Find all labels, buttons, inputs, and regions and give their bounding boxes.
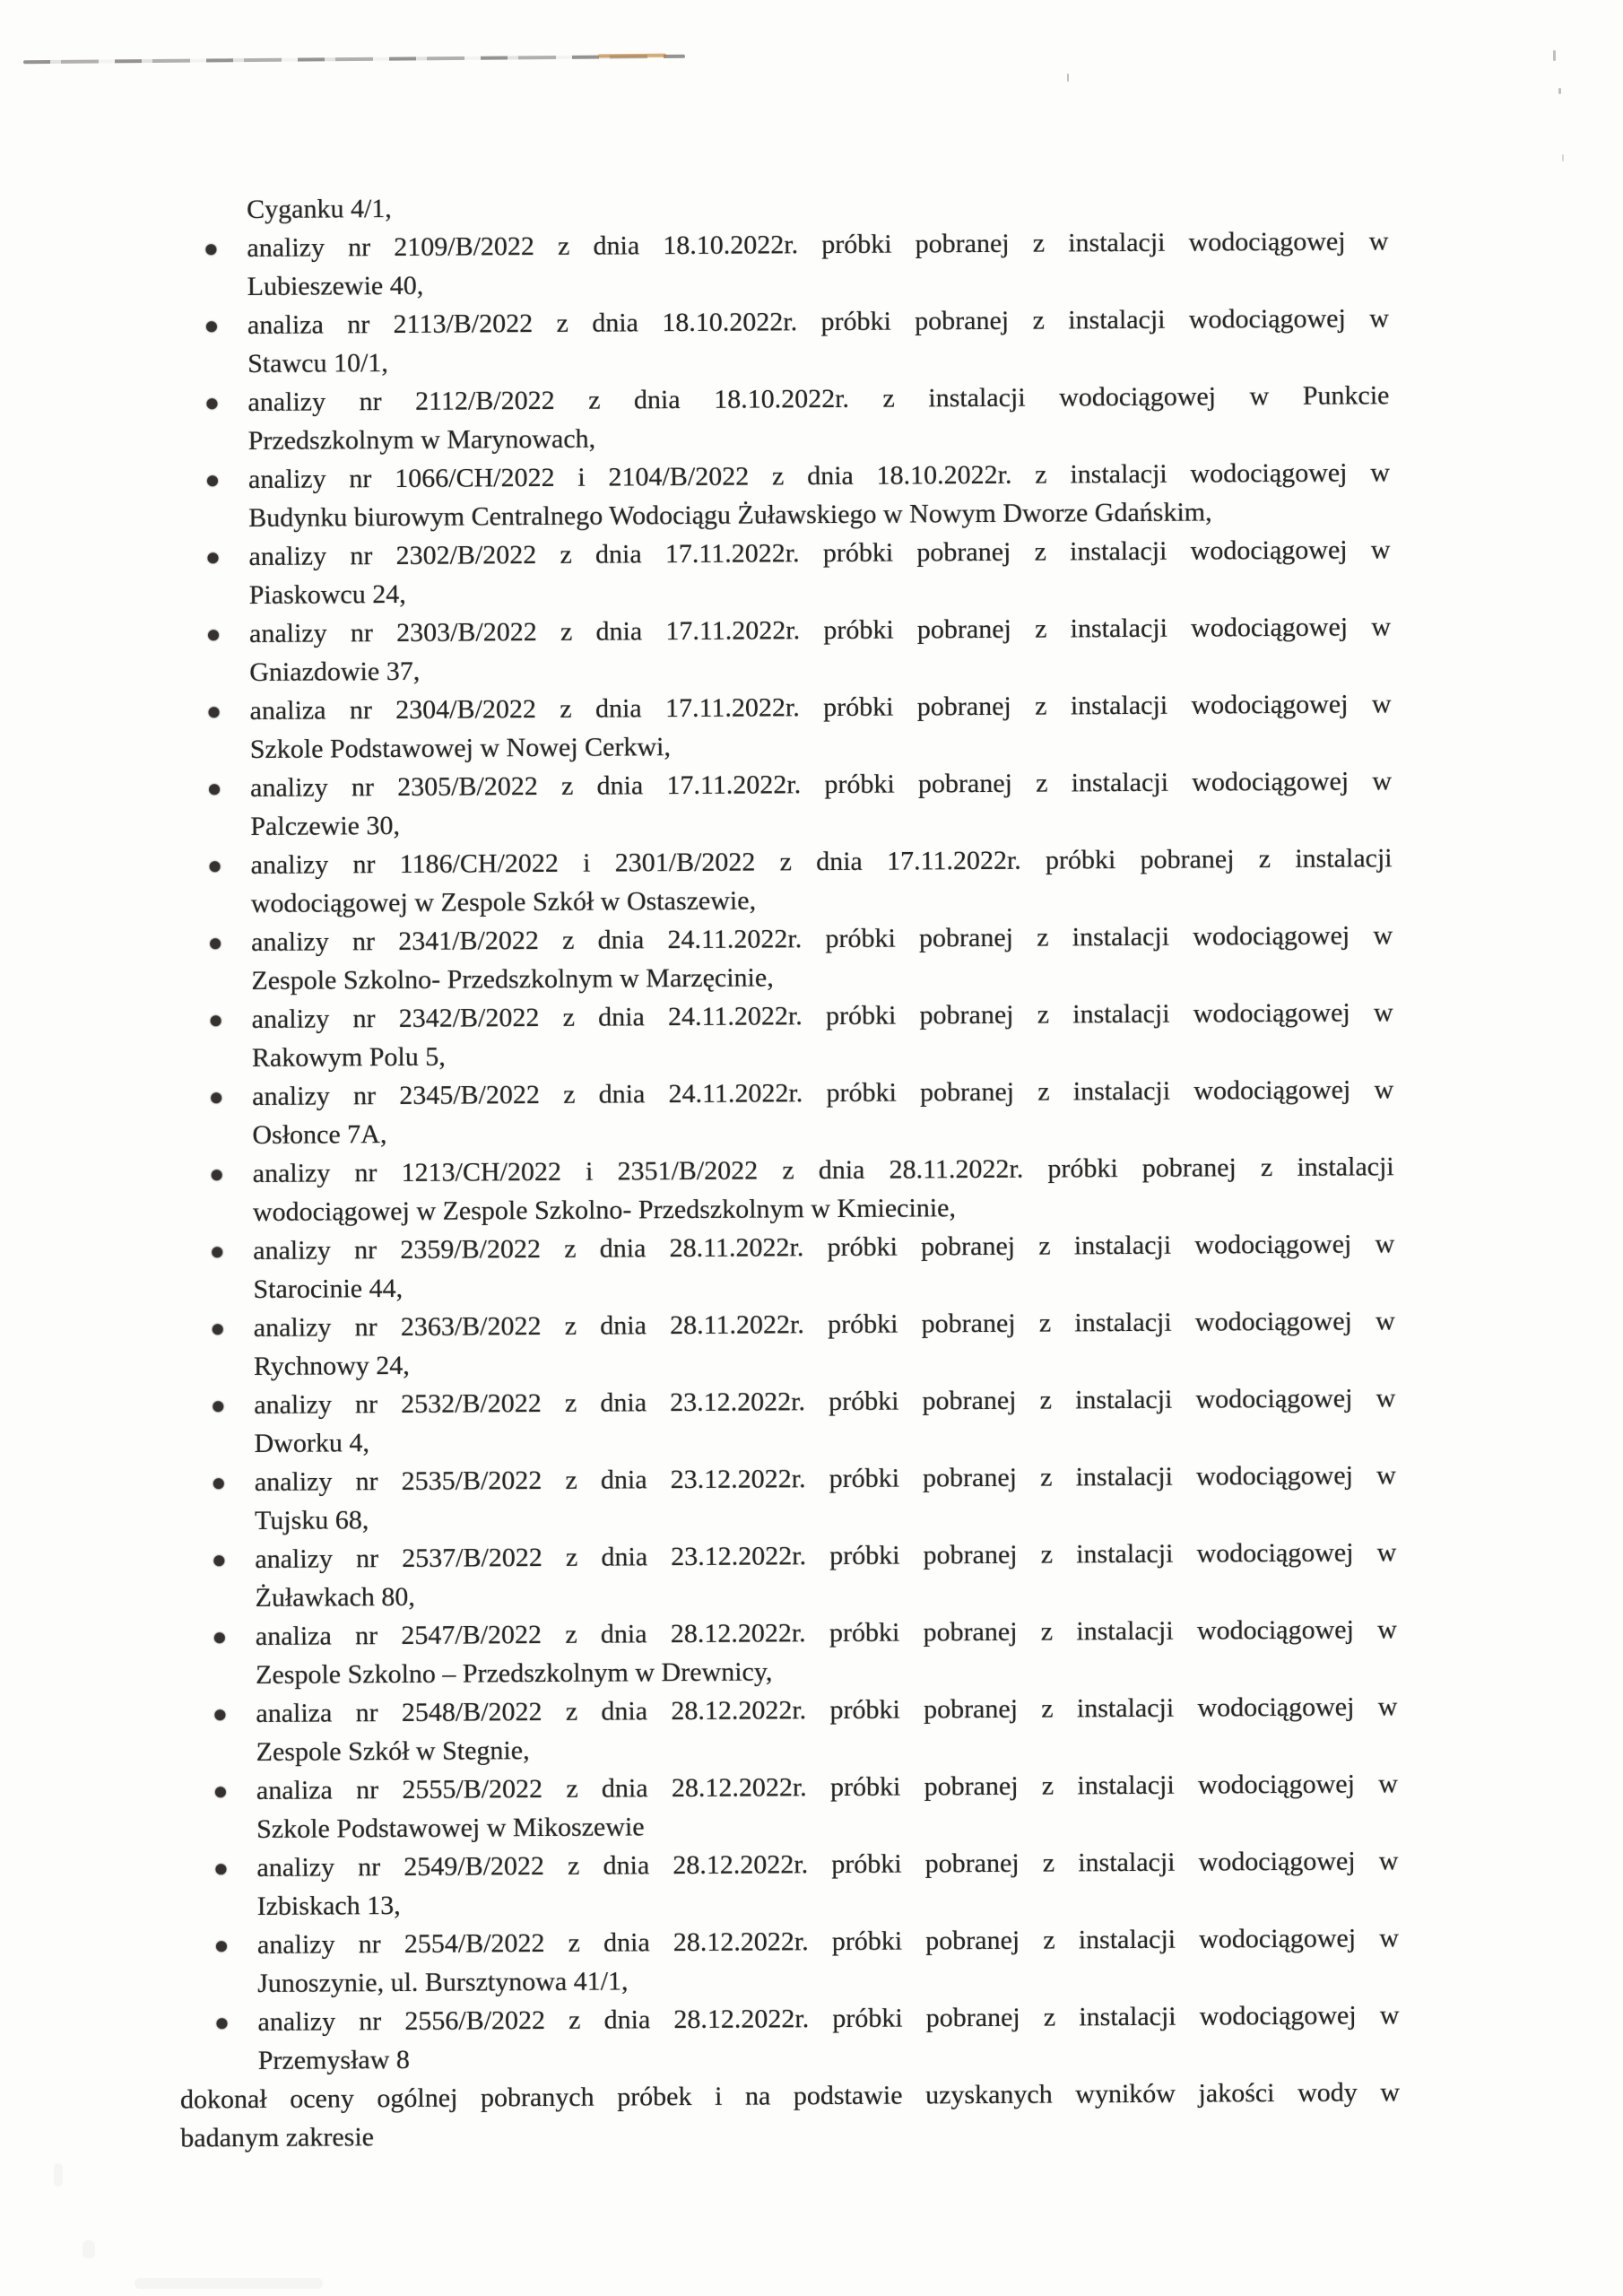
bullet-item (250, 839, 1393, 923)
bullet-line-2: Lubieszewie 40, (247, 270, 424, 301)
bullet-line-1: analiza nr 2555/B/2022 z dnia 28.12.2022r. próbki pobranej z instalacji wodociągowej w (256, 1769, 1398, 1805)
bullet-item (252, 993, 1394, 1077)
bullet-line-2: wodociągowej w Zespole Szkół w Ostaszewie, (250, 885, 757, 918)
bullet-line-2: Przedszkolnym w Marynowach, (247, 423, 596, 456)
bullet-item (257, 1918, 1400, 2003)
bullet-marker-icon (210, 861, 221, 872)
bullet-line-1: analiza nr 2113/B/2022 z dnia 18.10.2022r. próbki pobranej z instalacji wodociągowej w (247, 303, 1389, 340)
bullet-marker-icon (208, 630, 219, 640)
bullet-item (249, 684, 1392, 769)
bullet-item (256, 1764, 1399, 1848)
bullet-line-1: analizy nr 2359/B/2022 z dnia 28.11.2022r. próbki pobranej z instalacji wodociągowej w (253, 1229, 1395, 1265)
bullet-marker-icon (214, 1709, 225, 1720)
bullet-line-2: Starocinie 44, (253, 1273, 404, 1304)
bullet-marker-icon (213, 1478, 224, 1489)
bullet-marker-icon (214, 1632, 225, 1643)
bullet-line-2: wodociągowej w Zespole Szkolno- Przedszkolnym w Kmiecinie, (252, 1193, 957, 1227)
bullet-marker-icon (207, 475, 218, 486)
bullet-line-2: Izbiskach 13, (256, 1890, 401, 1921)
bullet-line-2: Żuławkach 80, (255, 1581, 415, 1613)
bullet-marker-icon (213, 1555, 224, 1566)
bullet-line-1: analizy nr 2532/B/2022 z dnia 23.12.2022r. próbki pobranej z instalacji wodociągowej w (254, 1383, 1396, 1420)
bullet-line-2: Rychnowy 24, (253, 1350, 410, 1381)
bullet-line-1: analizy nr 2554/B/2022 z dnia 28.12.2022r. próbki pobranej z instalacji wodociągowej w (256, 1923, 1400, 1960)
bullet-marker-icon (206, 321, 217, 332)
bullet-marker-icon (209, 784, 220, 795)
scan-artifact-orange-segment (598, 54, 666, 58)
bullet-line-2: Szkole Podstawowej w Mikoszewie (256, 1812, 645, 1844)
bullet-marker-icon (211, 1092, 221, 1103)
bullet-item (256, 1841, 1399, 1926)
bullet-line-1: analizy nr 2363/B/2022 z dnia 28.11.2022r. próbki pobranej z instalacji wodociągowej w (253, 1306, 1395, 1343)
bullet-line-1: analiza nr 2304/B/2022 z dnia 17.11.2022r. próbki pobranej z instalacji wodociągowej w (249, 689, 1392, 726)
bullet-line-1: analizy nr 2537/B/2022 z dnia 23.12.2022r. próbki pobranej z instalacji wodociągowej w (255, 1537, 1397, 1574)
bullet-marker-icon (215, 1864, 226, 1874)
bullet-item (256, 1687, 1398, 1771)
bullet-line-1: analizy nr 2302/B/2022 z dnia 17.11.2022r. próbki pobranej z instalacji wodociągowej w (248, 535, 1391, 571)
bullet-marker-icon (207, 552, 218, 563)
bullet-line-2: Zespole Szkolno – Przedszkolnym w Drewnicy, (256, 1657, 773, 1690)
bullet-marker-icon (212, 1247, 222, 1257)
bullet-marker-icon (216, 1941, 227, 1952)
bullet-marker-icon (215, 1787, 226, 1797)
bullet-line-2: Piaskowcu 24, (248, 578, 406, 610)
bullet-line-2: Budynku biurowym Centralnego Wodociągu Żuławskiego w Nowym Dworze Gdańskim, (248, 497, 1212, 533)
document-body (0, 182, 1623, 2159)
bullet-list (0, 221, 1623, 2082)
bullet-line-2: Junoszynie, ul. Bursztynowa 41/1, (257, 1966, 629, 1998)
bullet-item (254, 1301, 1396, 1386)
bullet-line-1: analizy nr 2305/B/2022 z dnia 17.11.2022r. próbki pobranej z instalacji wodociągowej w (249, 766, 1393, 803)
bullet-item (257, 1996, 1400, 2080)
scan-speck (1562, 154, 1564, 161)
scan-speck (1067, 74, 1069, 82)
bullet-line-2: Szkole Podstawowej w Nowej Cerkwi, (249, 732, 672, 764)
bullet-line-1: analizy nr 2345/B/2022 z dnia 24.11.2022r. próbki pobranej z instalacji wodociągowej w (252, 1074, 1394, 1111)
bullet-line-2: Zespole Szkół w Stegnie, (256, 1735, 530, 1767)
bullet-item (249, 607, 1392, 691)
bullet-line-2: Osłonce 7A, (252, 1119, 387, 1150)
bullet-item (255, 1533, 1397, 1617)
bullet-line-1: analiza nr 2548/B/2022 z dnia 28.12.2022r. próbki pobranej z instalacji wodociągowej w (256, 1692, 1398, 1728)
bullet-item (252, 1070, 1394, 1154)
closing-paragraph-line-2: badanym zakresie (180, 2122, 375, 2153)
bullet-item (255, 1456, 1397, 1540)
bullet-line-1: analizy nr 2303/B/2022 z dnia 17.11.2022r. próbki pobranej z instalacji wodociągowej w (248, 612, 1392, 648)
bullet-line-2: Przemysław 8 (257, 2044, 410, 2075)
bullet-line-2: Dworku 4, (254, 1428, 369, 1458)
bullet-item (254, 1378, 1396, 1463)
scan-smudge (54, 2163, 63, 2187)
bullet-marker-icon (216, 2018, 227, 2029)
bullet-item (253, 1147, 1395, 1231)
scan-smudge (82, 2240, 95, 2258)
bullet-marker-icon (206, 398, 217, 409)
bullet-marker-icon (213, 1401, 223, 1412)
bullet-item (247, 299, 1390, 383)
scan-speck (1558, 88, 1561, 94)
bullet-item (247, 222, 1389, 306)
bullet-item (248, 453, 1391, 537)
bullet-line-2: Tujsku 68, (254, 1505, 369, 1535)
bullet-line-1: analizy nr 2341/B/2022 z dnia 24.11.2022r. próbki pobranej z instalacji wodociągowej w (251, 920, 1393, 957)
bullet-item (253, 1224, 1395, 1309)
bullet-line-2: Zespole Szkolno- Przedszkolnym w Marzęcinie, (251, 962, 774, 996)
bullet-line-1: analizy nr 2112/B/2022 z dnia 18.10.2022r. z instalacji wodociągowej w Punkcie (247, 380, 1390, 417)
bullet-line-2: Palczewie 30, (250, 810, 401, 841)
bullet-marker-icon (209, 707, 220, 718)
closing-paragraph (180, 2073, 1401, 2157)
bullet-line-1: analiza nr 2547/B/2022 z dnia 28.12.2022r. próbki pobranej z instalacji wodociągowej w (255, 1614, 1397, 1651)
continuation-line: Cyganku 4/1, (247, 194, 392, 224)
bullet-line-1: analizy nr 2109/B/2022 z dnia 18.10.2022r. próbki pobranej z instalacji wodociągowej w (247, 226, 1389, 263)
bullet-item (248, 530, 1391, 614)
bullet-line-1: analizy nr 1213/CH/2022 i 2351/B/2022 z dnia 28.11.2022r. próbki pobranej z instalacji (252, 1152, 1394, 1188)
bullet-line-2: Stawcu 10/1, (247, 348, 388, 378)
scan-speck (1553, 50, 1556, 61)
bullet-line-1: analizy nr 1186/CH/2022 i 2301/B/2022 z dnia 17.11.2022r. próbki pobranej z instalacji (250, 843, 1393, 880)
bullet-marker-icon (210, 938, 221, 949)
closing-paragraph-line-1: dokonał oceny ogólnej pobranych próbek i na podstawie uzyskanych wyników jakości wody w (179, 2077, 1401, 2115)
bullet-line-1: analizy nr 2342/B/2022 z dnia 24.11.2022r. próbki pobranej z instalacji wodociągowej w (251, 997, 1393, 1034)
bullet-item (251, 916, 1393, 1000)
bullet-item (256, 1610, 1398, 1694)
bullet-line-2: Gniazdowie 37, (249, 656, 421, 687)
bullet-marker-icon (213, 1324, 223, 1335)
bullet-line-1: analizy nr 1066/CH/2022 i 2104/B/2022 z dnia 18.10.2022r. z instalacji wodociągowej w (247, 457, 1391, 494)
bullet-marker-icon (211, 1015, 221, 1026)
bullet-item (247, 376, 1390, 460)
bullet-line-1: analizy nr 2556/B/2022 z dnia 28.12.2022r. próbki pobranej z instalacji wodociągowej w (257, 2000, 1400, 2037)
bullet-line-2: Rakowym Polu 5, (251, 1041, 446, 1073)
scan-smudge (135, 2278, 323, 2289)
bullet-line-1: analizy nr 2549/B/2022 z dnia 28.12.2022r. próbki pobranej z instalacji wodociągowej w (256, 1846, 1399, 1883)
bullet-marker-icon (205, 244, 216, 255)
bullet-marker-icon (212, 1170, 222, 1180)
bullet-item (250, 761, 1393, 846)
bullet-line-1: analizy nr 2535/B/2022 z dnia 23.12.2022r. próbki pobranej z instalacji wodociągowej w (254, 1460, 1396, 1497)
scan-artifact-dashed-line (23, 55, 685, 64)
